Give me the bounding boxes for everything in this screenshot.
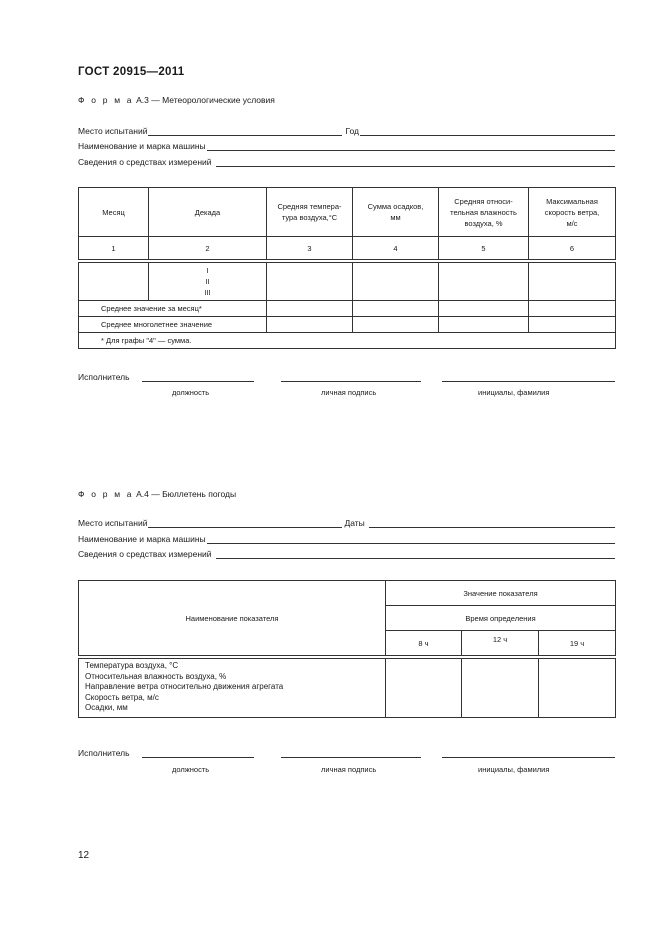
wind-cell[interactable] xyxy=(529,263,616,301)
footnote: * Для графы "4" — сумма. xyxy=(79,333,616,349)
form-a4-machine-line[interactable] xyxy=(207,534,615,544)
avg-long-cell[interactable] xyxy=(529,317,616,333)
form-a4-title-word: Ф о р м а xyxy=(78,489,134,499)
form-a4-title-text: А.4 — Бюллетень погоды xyxy=(133,489,237,499)
value-12-cell[interactable] xyxy=(462,659,539,718)
form-a3-machine-line[interactable] xyxy=(207,141,615,151)
header-time: Время определения xyxy=(386,606,616,631)
indicator-list: Температура воздуха, °С Относительная влажность воздуха, % Направление ветра относительно движения агрегата Скорость ветра, м/с Осадки, мм xyxy=(79,659,386,718)
header-wind-speed: Максимальная скорость ветра, м/с xyxy=(529,188,616,237)
form-a4-place-dates-row xyxy=(78,516,615,528)
form-a3-table xyxy=(78,187,616,349)
form-a3-signature-row xyxy=(78,372,615,384)
executor-label: Исполнитель xyxy=(78,748,130,758)
form-a3-instruments-line[interactable] xyxy=(216,157,615,167)
form-a4-place-line[interactable] xyxy=(148,518,342,528)
col-number: 6 xyxy=(529,237,616,260)
caption-signature: личная подпись xyxy=(321,765,377,774)
avg-month-label: Среднее значение за месяц* xyxy=(79,301,267,317)
form-a3-avg-month-row xyxy=(79,301,616,317)
form-a3-year-line[interactable] xyxy=(360,126,615,136)
form-a3-place-year-row xyxy=(78,124,615,136)
form-a4-title xyxy=(78,489,236,499)
form-a4-instruments-label: Сведения о средствах измерений xyxy=(78,549,212,559)
header-time-12: 12 ч xyxy=(462,631,539,656)
executor-label: Исполнитель xyxy=(78,372,130,382)
value-19-cell[interactable] xyxy=(539,659,616,718)
precip-cell[interactable] xyxy=(353,263,439,301)
avg-long-cell[interactable] xyxy=(267,317,353,333)
form-a3-header-row xyxy=(79,188,616,237)
humidity-cell[interactable] xyxy=(439,263,529,301)
form-a4-instruments-row xyxy=(78,547,615,559)
header-time-19: 19 ч xyxy=(539,631,616,656)
form-a4-place-label: Место испытаний xyxy=(78,518,148,528)
avg-month-cell[interactable] xyxy=(439,301,529,317)
name-line[interactable] xyxy=(442,756,615,758)
form-a3-year-label: Год xyxy=(345,126,360,136)
form-a4-dates-label: Даты xyxy=(344,518,365,528)
avg-long-cell[interactable] xyxy=(353,317,439,333)
page-number: 12 xyxy=(78,850,90,861)
col-number: 5 xyxy=(439,237,529,260)
form-a3-instruments-row xyxy=(78,155,615,167)
caption-name: инициалы, фамилия xyxy=(478,388,550,397)
header-avg-temp: Средняя темпера- тура воздуха,°С xyxy=(267,188,353,237)
document-code: ГОСТ 20915—2011 xyxy=(78,66,185,78)
position-line[interactable] xyxy=(142,756,254,758)
form-a3-place-line[interactable] xyxy=(148,126,342,136)
form-a3-title-word: Ф о р м а xyxy=(78,95,134,105)
header-indicator-value: Значение показателя xyxy=(386,581,616,606)
form-a4-instruments-line[interactable] xyxy=(216,549,615,559)
col-number: 2 xyxy=(149,237,267,260)
form-a3-title xyxy=(78,95,275,105)
form-a3-decade-row xyxy=(79,263,616,301)
form-a4-signature-row xyxy=(78,748,615,760)
caption-position: должность xyxy=(172,765,210,774)
col-number: 3 xyxy=(267,237,353,260)
form-a3-machine-row xyxy=(78,139,615,151)
form-a3-avg-long-row xyxy=(79,317,616,333)
form-a3-instruments-label: Сведения о средствах измерений xyxy=(78,157,212,167)
form-a3-number-row xyxy=(79,237,616,260)
avg-long-cell[interactable] xyxy=(439,317,529,333)
caption-name: инициалы, фамилия xyxy=(478,765,550,774)
form-a4-data-row xyxy=(79,659,616,718)
form-a4-dates-line[interactable] xyxy=(369,518,615,528)
header-month: Месяц xyxy=(79,188,149,237)
caption-position: должность xyxy=(172,388,210,397)
avg-month-cell[interactable] xyxy=(267,301,353,317)
temp-cell[interactable] xyxy=(267,263,353,301)
avg-month-cell[interactable] xyxy=(529,301,616,317)
header-time-8: 8 ч xyxy=(386,631,462,656)
name-line[interactable] xyxy=(442,380,615,382)
form-a3-title-text: А.3 — Метеорологические условия xyxy=(133,95,275,105)
month-cell[interactable] xyxy=(79,263,149,301)
avg-month-cell[interactable] xyxy=(353,301,439,317)
value-8-cell[interactable] xyxy=(386,659,462,718)
col-number: 1 xyxy=(79,237,149,260)
form-a3-machine-label: Наименование и марка машины xyxy=(78,141,206,151)
position-line[interactable] xyxy=(142,380,254,382)
form-a4-machine-label: Наименование и марка машины xyxy=(78,534,206,544)
form-a4-table xyxy=(78,580,616,718)
signature-line[interactable] xyxy=(281,756,421,758)
decade-numerals: I II III xyxy=(149,263,267,301)
header-humidity: Средняя относи- тельная влажность воздуха, % xyxy=(439,188,529,237)
header-indicator-name: Наименование показателя xyxy=(79,581,386,656)
header-precipitation: Сумма осадков, мм xyxy=(353,188,439,237)
signature-line[interactable] xyxy=(281,380,421,382)
avg-long-label: Среднее многолетнее значение xyxy=(79,317,267,333)
header-decade: Декада xyxy=(149,188,267,237)
col-number: 4 xyxy=(353,237,439,260)
form-a4-header-row-1 xyxy=(79,581,616,606)
form-a4-machine-row xyxy=(78,532,615,544)
form-a3-place-label: Место испытаний xyxy=(78,126,148,136)
form-a3-footnote-row xyxy=(79,333,616,349)
caption-signature: личная подпись xyxy=(321,388,377,397)
